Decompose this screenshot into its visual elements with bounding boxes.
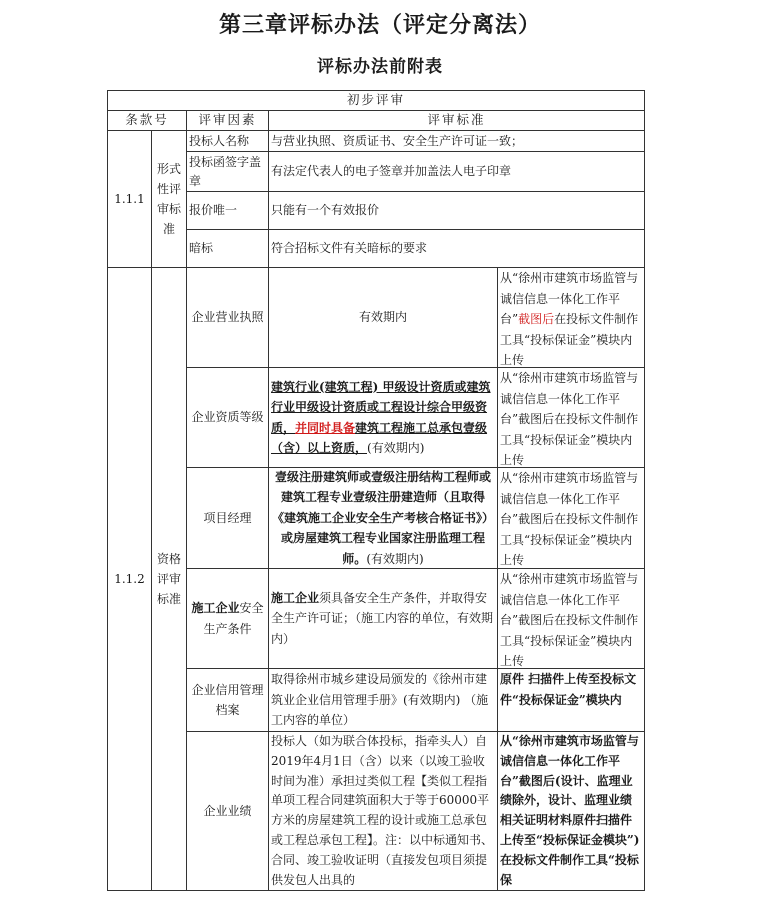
standard-validity: (有效期内) bbox=[366, 551, 424, 566]
column-header-clause: 条款号 bbox=[125, 112, 169, 128]
section-header: 初步评审 bbox=[346, 92, 405, 108]
upload-credit-archive: 原件 扫描件上传至投标文件“投标保证金”模块内 bbox=[500, 672, 637, 707]
category-label: 资格评审标准 bbox=[156, 552, 181, 606]
column-header-factor: 评审因素 bbox=[198, 112, 257, 128]
factor-credit-archive: 企业信用管理档案 bbox=[191, 682, 264, 717]
factor-unique-price: 报价唯一 bbox=[189, 203, 238, 218]
factor-safety-conditions bbox=[187, 569, 268, 668]
standard-highlight: 并同时具备 bbox=[295, 420, 356, 435]
clause-number: 1.1.2 bbox=[114, 571, 145, 586]
standard-enterprise-performance: 投标人（如为联合体投标，指牵头人）自2019年4月1日（含）以来（以竣工验收时间为准）承担过类似工程【类似工程指单项工程合同建筑面积大于等于60000平方米的房屋建筑工程的设计或施工总承包或工程总承包工程】。注：以中标通知书、合同、竣工验收证明（直接发包项目须提供发包人出具的 bbox=[271, 734, 494, 887]
standard-text: 建筑工程施工总承包壹级（含）以上资质， bbox=[271, 420, 488, 455]
upload-text: 从“徐州市建筑市场监管与诚信信息一体化工作平台” bbox=[500, 271, 639, 326]
standard-credit-archive: 取得徐州市城乡建设局颁发的《徐州市建筑业企业信用管理手册》(有效期内) （施工内容的单位） bbox=[271, 672, 489, 727]
standard-text: 须具备安全生产条件，并取得安全生产许可证；（施工内容的单位，有效期内） bbox=[271, 590, 494, 646]
factor-business-license: 企业营业执照 bbox=[191, 310, 264, 325]
standard-text: 建筑行业(建筑工程) 甲级设计资质或建筑行业甲级设计资质或工程设计综合甲级资质， bbox=[271, 379, 491, 435]
factor-enterprise-performance: 企业业绩 bbox=[203, 803, 252, 818]
standard-text: 壹级注册建筑师或壹级注册结构工程师或建筑工程专业壹级注册建造师（且取得《建筑施工企业安全生产考核合格证书》）或房屋建筑工程专业国家注册监理工程师。 bbox=[271, 469, 494, 566]
factor-signature-seal: 投标函签字盖章 bbox=[189, 154, 262, 188]
upload-qualification-grade: 从“徐州市建筑市场监管与诚信信息一体化工作平台”截图后在投标文件制作工具“投标保证金”模块内上传 bbox=[500, 371, 639, 467]
column-header-standard: 评审标准 bbox=[427, 112, 486, 128]
standard-project-manager bbox=[269, 468, 497, 568]
upload-enterprise-performance: 从“徐州市建筑市场监管与诚信信息一体化工作平台”截图后(设计、监理业绩除外，设计、监理业绩相关证明材料原件扫描件上传至“投标保证金模块”)在投标文件制作工具“投标保 bbox=[500, 734, 640, 887]
standard-safety-conditions bbox=[269, 569, 497, 668]
factor-qualification-grade: 企业资质等级 bbox=[191, 410, 264, 425]
table-title: 评标办法前附表 bbox=[317, 57, 443, 77]
upload-safety-conditions: 从“徐州市建筑市场监管与诚信信息一体化工作平台”截图后在投标文件制作工具“投标保证金”模块内上传 bbox=[500, 572, 639, 668]
standard-validity: (有效期内) bbox=[367, 441, 425, 455]
upload-project-manager: 从“徐州市建筑市场监管与诚信信息一体化工作平台”截图后在投标文件制作工具“投标保证金”模块内上传 bbox=[500, 471, 639, 567]
upload-highlight: 截图后 bbox=[518, 312, 555, 326]
factor-text: 安全生产条件 bbox=[203, 601, 264, 636]
factor-project-manager: 项目经理 bbox=[203, 510, 252, 525]
upload-business-license bbox=[498, 268, 644, 367]
chapter-title: 第三章评标办法（评定分离法） bbox=[218, 12, 541, 38]
standard-bidder-name: 与营业执照、资质证书、安全生产许可证一致； bbox=[271, 133, 524, 148]
factor-text: 施工企业 bbox=[191, 601, 240, 615]
standard-blind-bid: 符合招标文件有关暗标的要求 bbox=[271, 241, 428, 256]
category-label: 形式性评审标准 bbox=[156, 162, 181, 236]
clause-number: 1.1.1 bbox=[114, 191, 145, 206]
standard-unique-price: 只能有一个有效报价 bbox=[271, 203, 380, 218]
factor-blind-bid: 暗标 bbox=[189, 241, 214, 256]
standard-signature-seal: 有法定代表人的电子签章并加盖法人电子印章 bbox=[271, 164, 512, 179]
standard-qualification-grade bbox=[269, 368, 497, 467]
standard-text: 施工企业 bbox=[271, 590, 320, 605]
standard-business-license: 有效期内 bbox=[358, 310, 407, 325]
upload-text: 在投标文件制作工具“投标保证金”模块内上传 bbox=[500, 312, 639, 367]
factor-bidder-name: 投标人名称 bbox=[189, 133, 250, 148]
